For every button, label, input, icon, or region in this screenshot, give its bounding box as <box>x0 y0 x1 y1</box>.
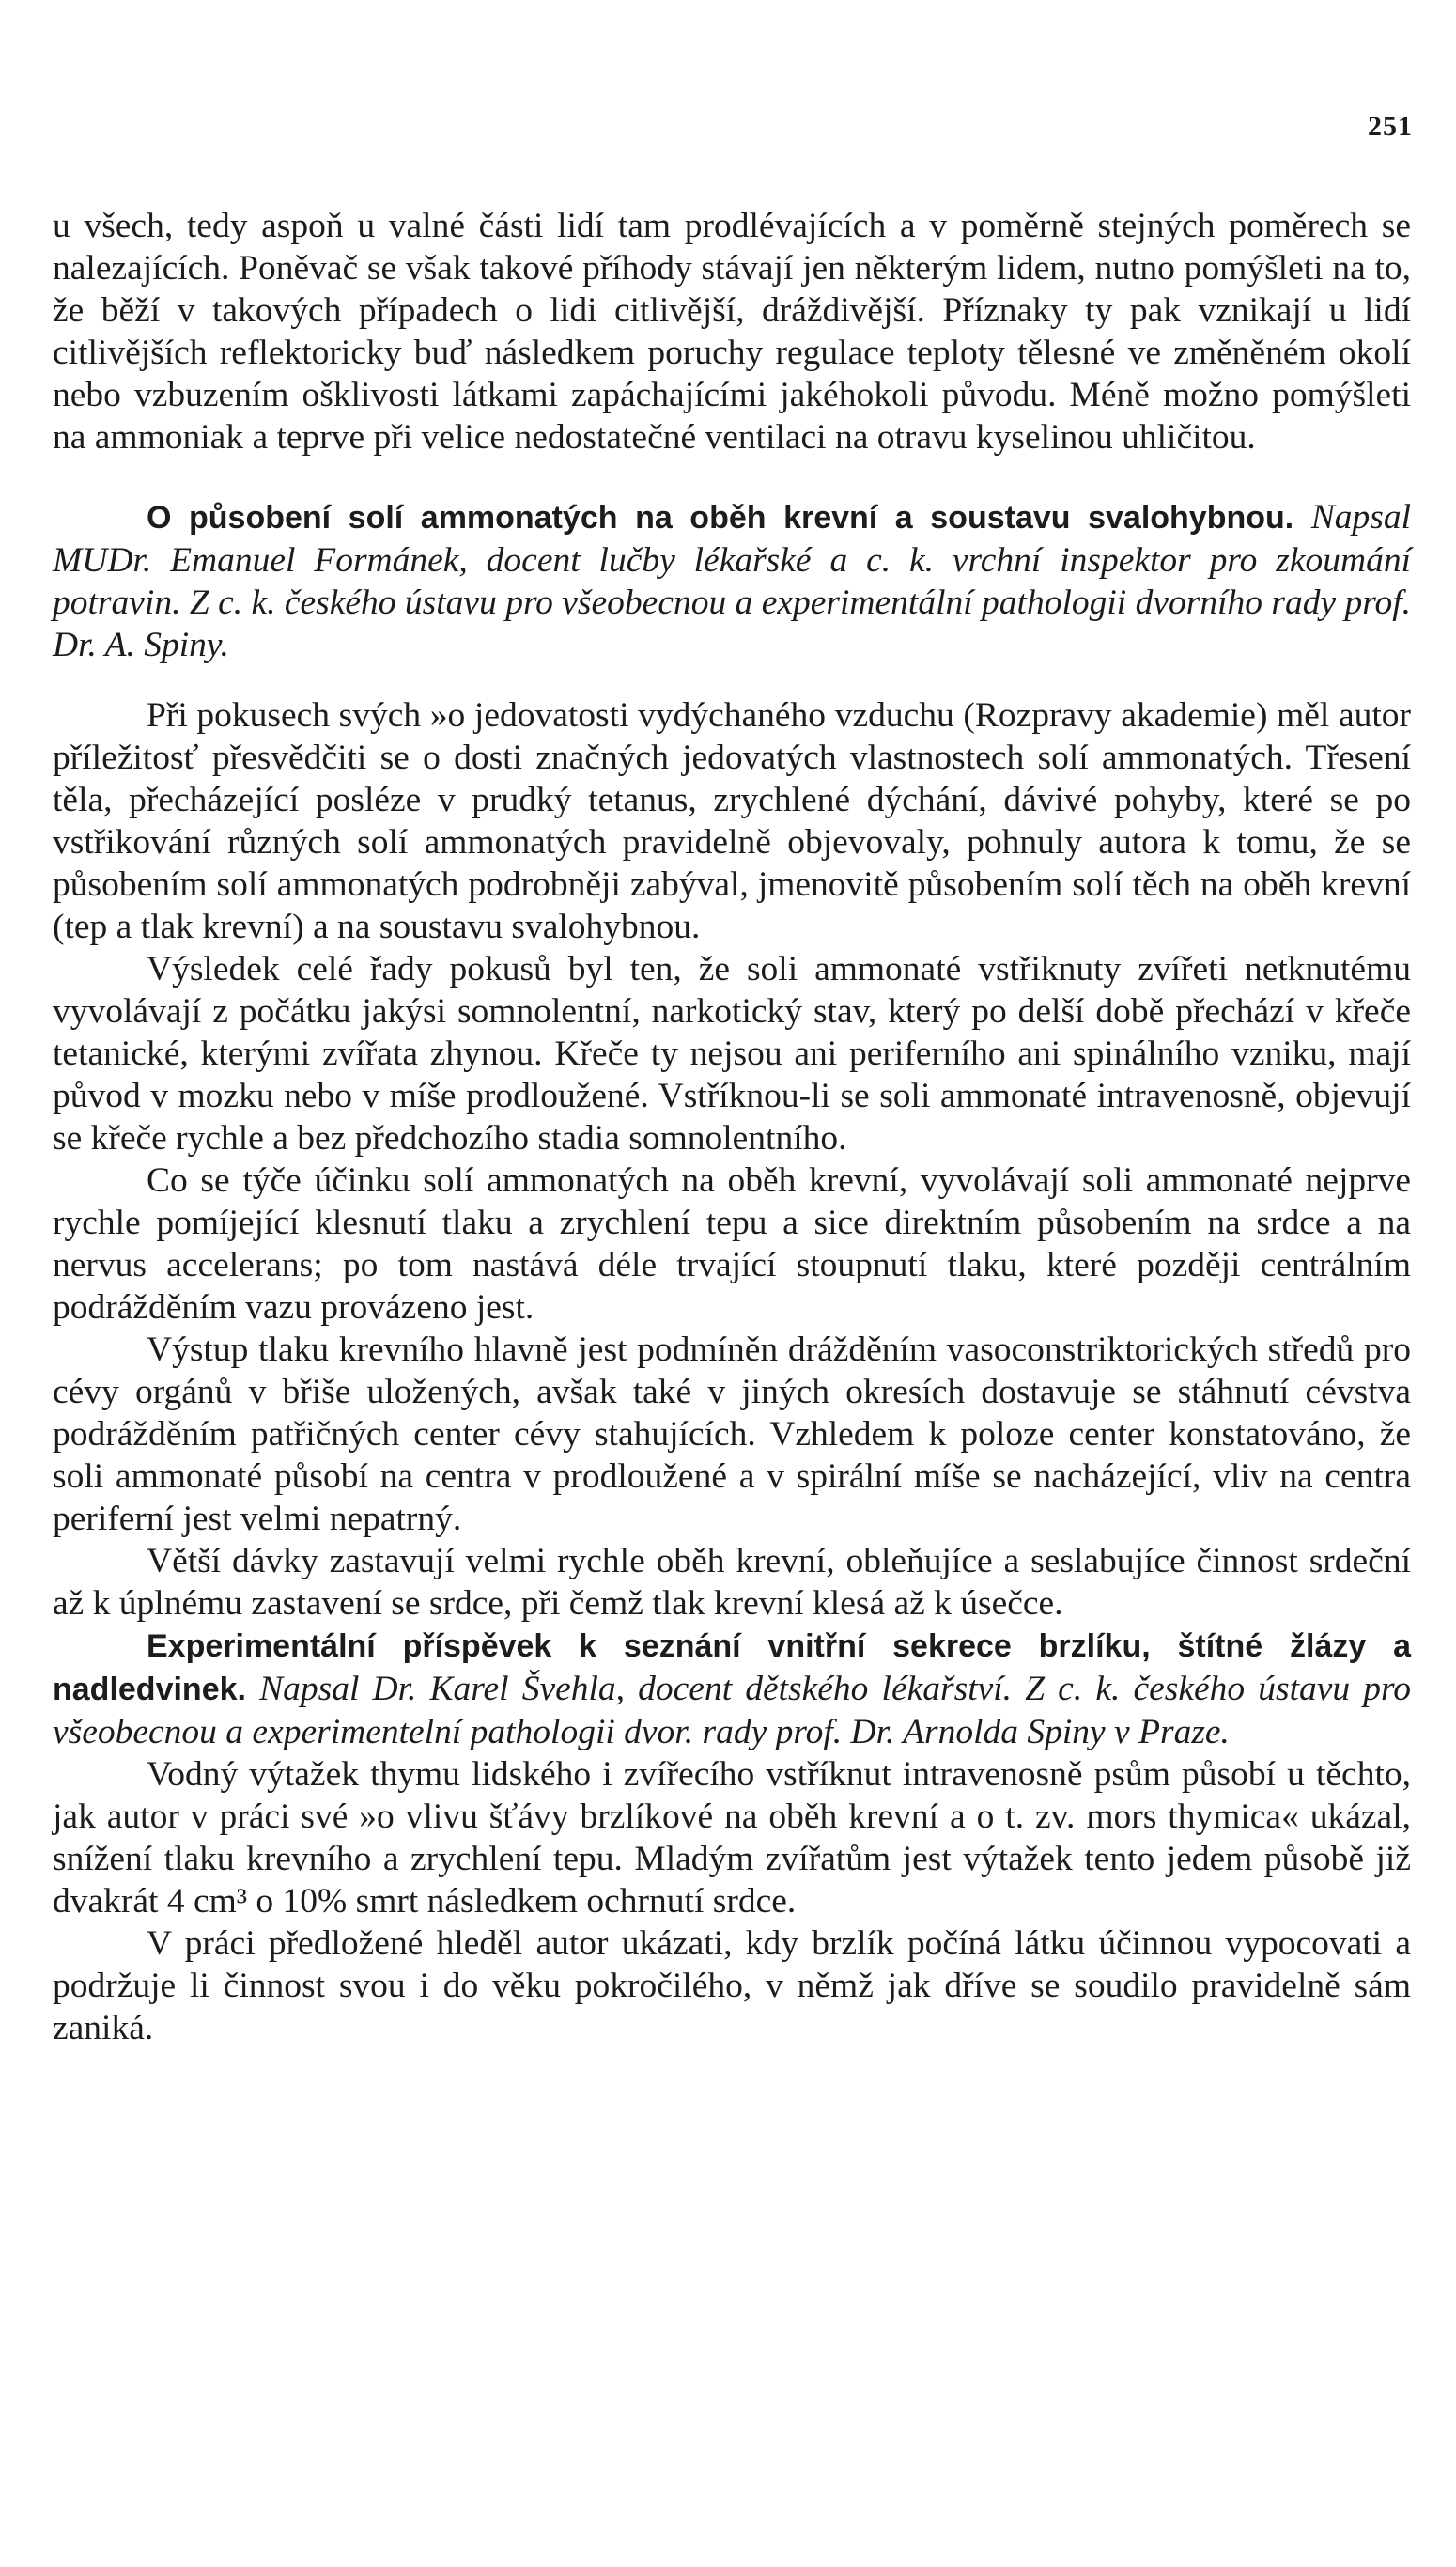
paragraph: Vodný výtažek thymu lidského i zvířecího vstříknut intravenosně psům působí u těchto, jak autor v práci své »o vlivu šťávy brzlíkové na oběh krevní a o t. zv. mors thymica« ukázal, snížení tlaku krevního a zrychlení tepu. Mladým zvířatům jest výtažek tento jedem působě již dvakrát 4 cm³ o 10% smrt následkem ochrnutí srdce. <box>53 1755 1411 1921</box>
body-text <box>53 205 1411 2049</box>
paragraph: Co se týče účinku solí ammonatých na oběh krevní, vyvolávají soli ammonaté nejprve rychle pomíjející klesnutí tlaku a zrychlení tepu a sice direktním působením na srdce a na nervus accelerans; po tom nastává déle trvající stoupnutí tlaku, které později centrálním podrážděním vazu provázeno jest. <box>53 1161 1411 1327</box>
paragraph: Větší dávky zastavují velmi rychle oběh krevní, obleňujíce a seslabujíce činnost srdeční až k úplnému zastavení se srdce, při čemž tlak krevní klesá až k úsečce. <box>53 1542 1411 1623</box>
article-title: Experimentální příspěvek k seznání vnitřní sekrece brzlíku, štítné žlázy a nadledvinek. <box>53 1628 1411 1707</box>
page-number: 251 <box>1368 111 1413 142</box>
paragraph: Při pokusech svých »o jedovatosti vydýchaného vzduchu (Rozpravy akademie) měl autor příležitosť přesvědčiti se o dosti značných jedovatých vlastnostech solí ammonatých. Třesení těla, přecházející posléze v prudký tetanus, zrychlené dýchání, dávivé pohyby, které se po vstřikování různých solí ammonatých pravidelně objevovaly, pohnuly autora k tomu, že se působením solí ammonatých podrobněji zabýval, jmenovitě působením solí těch na oběh krevní (tep a tlak krevní) a na soustavu svalohybnou. <box>53 696 1411 946</box>
spacer <box>53 459 1411 496</box>
paragraph: V práci předložené hleděl autor ukázati, kdy brzlík počíná látku účinnou vypocovati a podržuje li činnost svou i do věku pokročilého, v němž jak dříve se soudilo pravidelně sám zaniká. <box>53 1924 1411 2047</box>
paragraph: Výstup tlaku krevního hlavně jest podmíněn drážděním vasoconstriktorických středů pro cévy orgánů v břiše uložených, avšak také v jiných okresích dostavuje se stáhnutí cévstva podrážděním patřičných center cévy stahujících. Vzhledem k poloze center konstatováno, že soli ammonaté působí na centra v prodloužené a v spirální míše se nacházející, vliv na centra periferní jest velmi nepatrný. <box>53 1330 1411 1538</box>
spacer <box>53 666 1411 694</box>
article-author: Napsal Dr. Karel Švehla, docent dětského lékařství. Z c. k. českého ústavu pro všeobecnou a experimentelní pathologii dvor. rady prof. Dr. Arnolda Spiny v Praze. <box>53 1670 1412 1751</box>
article-title: O působení solí ammonatých na oběh krevní a soustavu svalohybnou. <box>147 500 1294 536</box>
article-author: Napsal MUDr. Emanuel Formánek, docent lučby lékařské a c. k. vrchní inspektor pro zkoumání potravin. Z c. k. českého ústavu pro všeobecnou a experimentální pathologii dvorního rady prof. Dr. A. Spiny. <box>53 498 1411 664</box>
paragraph-continuation: u všech, tedy aspoň u valné části lidí tam prodlévajících a v poměrně stejných poměrech se nalezajících. Poněvač se však takové příhody stávají jen některým lidem, nutno pomýšleti na to, že běží v takových případech o lidi citlivější, dráždivější. Příznaky ty pak vznikají u lidí citlivějších reflektoricky buď následkem poruchy regulace teploty tělesné ve změněném okolí nebo vzbuzením ošklivosti látkami zapáchajícími jakéhokoli původu. Méně možno pomýšleti na ammoniak a teprve při velice nedostatečné ventilaci na otravu kyselinou uhličitou. <box>53 207 1411 457</box>
article-heading-thymus <box>53 1625 1411 1753</box>
article-heading-ammonium <box>53 496 1411 666</box>
paragraph: Výsledek celé řady pokusů byl ten, že soli ammonaté vstřiknuty zvířeti netknutému vyvolávají z počátku jakýsi somnolentní, narkotický stav, který po delší době přechází v křeče tetanické, kterými zvířata zhynou. Křeče ty nejsou ani periferního ani spinálního vzniku, mají původ v mozku nebo v míše prodloužené. Vstříknou-li se soli ammonaté intravenosně, objevují se křeče rychle a bez předchozího stadia somnolentního. <box>53 950 1411 1158</box>
